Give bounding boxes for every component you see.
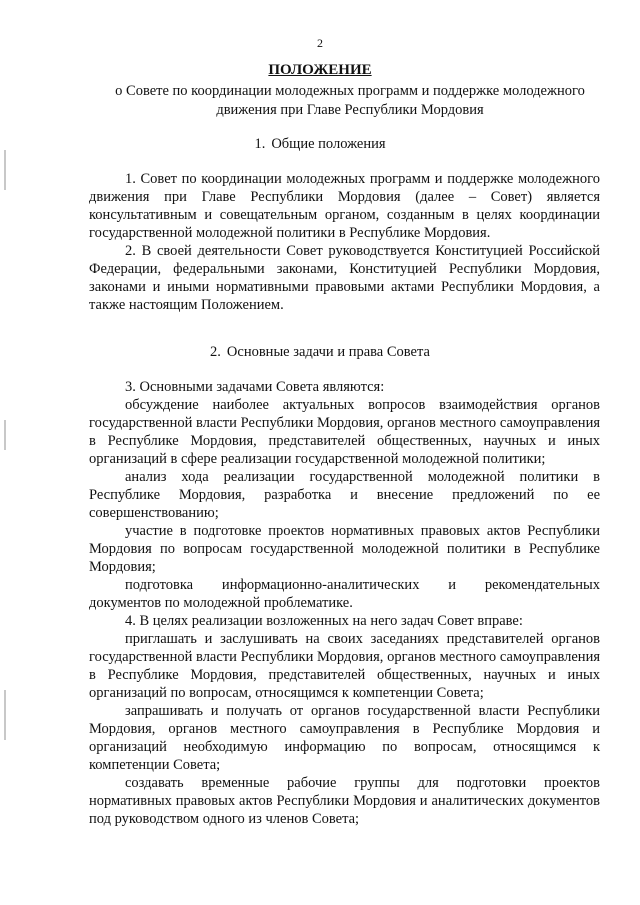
paragraph: участие в подготовке проектов нормативных правовых актов Республики Мордовия по вопросам государственной молодежной политики в Республике Мордовия; [89, 523, 600, 575]
section-heading-tasks [0, 344, 640, 361]
section-title: Основные задачи и права Совета [226, 344, 430, 360]
paragraph: приглашать и заслушивать на своих заседаниях представителей органов государственной власти Республики Мордовия, органов местного самоуправления в Республике Мордовия, представителей общественных, научных и иных организаций по вопросам, относящимся к компетенции Совета; [89, 631, 600, 701]
section-heading-general [0, 136, 640, 153]
paragraph: обсуждение наиболее актуальных вопросов взаимодействия органов государственной власти Республики Мордовия, органов местного самоуправления в Республике Мордовия, представителей общественных, научных и иных организаций в сфере реализации государственной молодежной политики; [89, 397, 600, 467]
paragraph: 3. Основными задачами Совета являются: [125, 379, 385, 395]
paragraph: подготовка информационно-аналитических и рекомендательных документов по молодежной проблематике. [89, 577, 600, 611]
section-body-general [89, 170, 600, 314]
section-title: Общие положения [271, 136, 386, 152]
paragraph: анализ хода реализации государственной молодежной политики в Республике Мордовия, разработка и внесение предложений по ее совершенствованию; [89, 469, 600, 521]
scan-edge-mark [4, 150, 6, 190]
section-number: 1. [254, 136, 266, 152]
paragraph: запрашивать и получать от органов государственной власти Республики Мордовия, органов местного самоуправления в Республике Мордовия и организаций необходимую информацию по вопросам, относящимся к компетенции Совета; [89, 703, 600, 773]
page-number: 2 [317, 36, 323, 50]
paragraph: 2. В своей деятельности Совет руководствуется Конституцией Российской Федерации, федеральными законами, Конституцией Республики Мордовия, законами и иными нормативными правовыми актами Республики Мордовия, а также настоящим Положением. [89, 243, 600, 313]
scan-edge-mark [4, 690, 6, 740]
paragraph: 1. Совет по координации молодежных программ и поддержке молодежного движения при Главе Республики Мордовия (далее – Совет) является консультативным и совещательным органом, созданным в целях координации государственной молодежной политики в Республике Мордовия. [89, 171, 600, 241]
document-subtitle: о Совете по координации молодежных программ и поддержке молодежного движения при Главе Республики Мордовия [115, 83, 585, 118]
paragraph: создавать временные рабочие группы для подготовки проектов нормативных правовых актов Республики Мордовия и аналитических документов под руководством одного из членов Совета; [89, 775, 600, 827]
paragraph: 4. В целях реализации возложенных на него задач Совет вправе: [125, 613, 523, 629]
scan-edge-mark [4, 420, 6, 450]
section-body-tasks [89, 378, 600, 828]
document-title: ПОЛОЖЕНИЕ [268, 62, 372, 78]
section-number: 2. [210, 344, 221, 360]
